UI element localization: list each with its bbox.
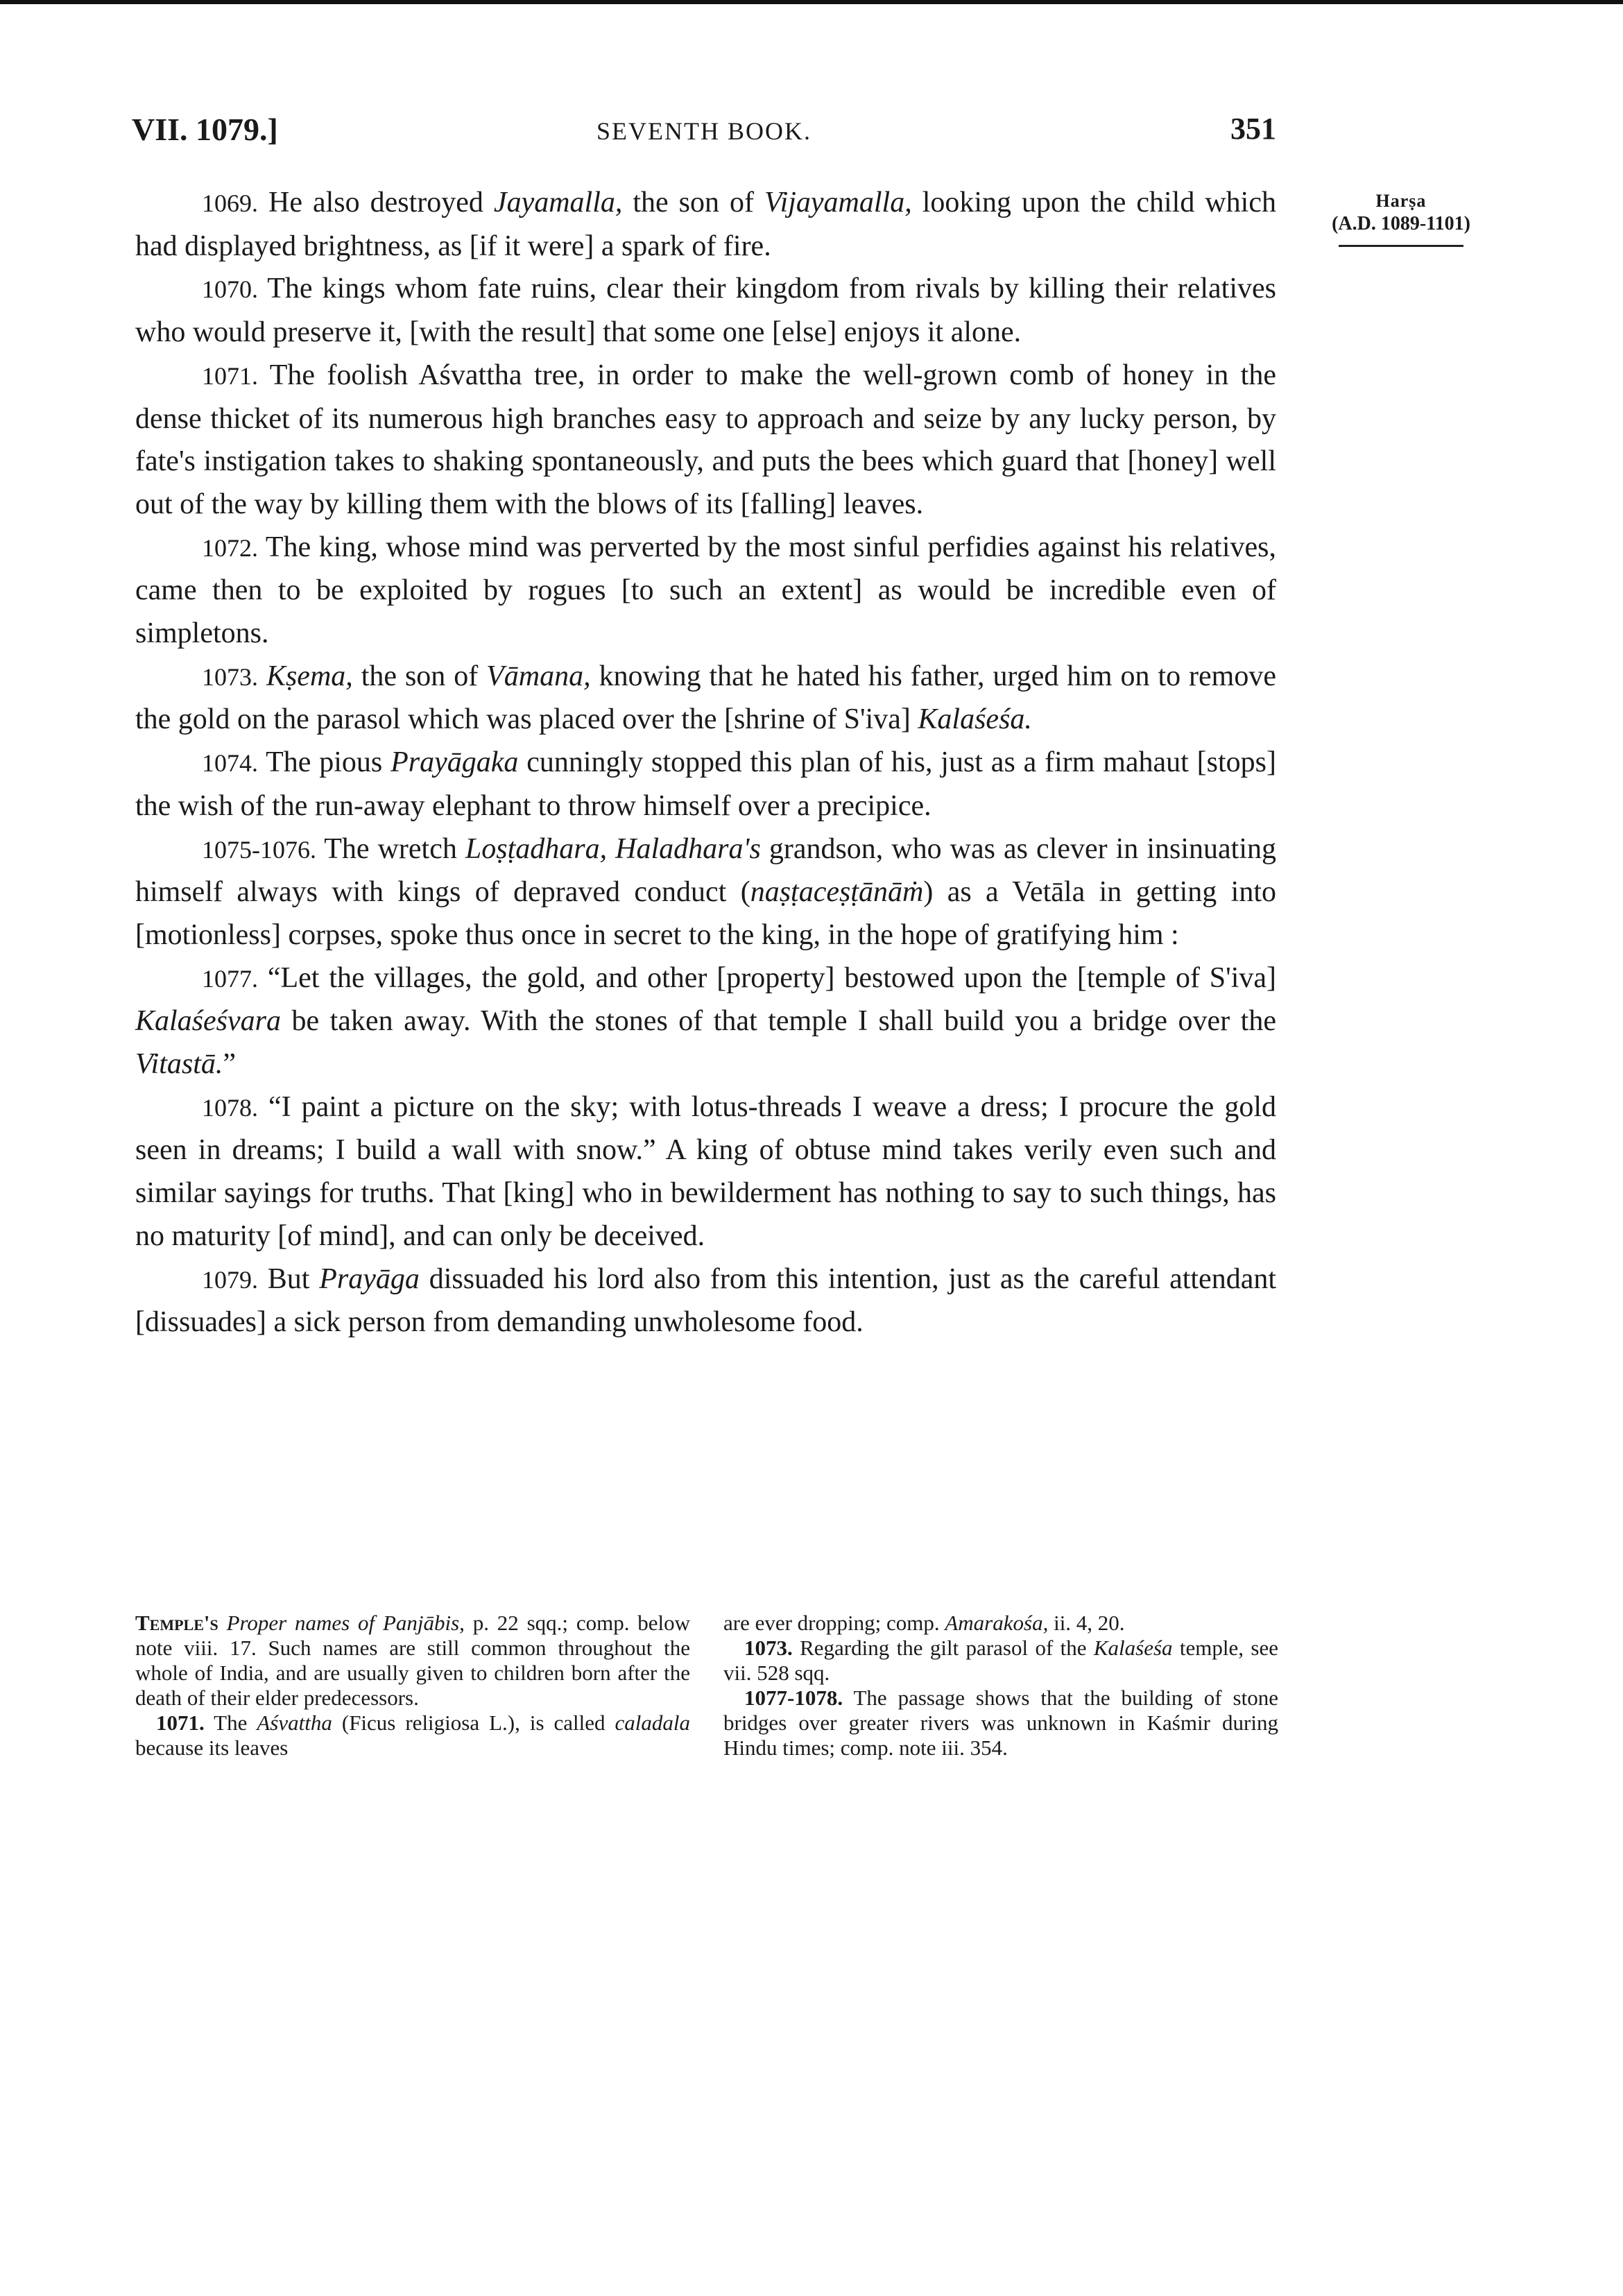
verse-1074: 1074. The pious Prayāgaka cunningly stopped this plan of his, just as a firm mahaut [stops] the wish of the run-away elephant to throw himself over a precipice. [135,746,1277,822]
margin-sidenote [1311,191,1491,247]
footnote-1073: 1073. Regarding the gilt parasol of the Kalaśeśa temple, see vii. 528 sqq. [723,1636,1278,1685]
verse-1079: 1079. But Prayāga dissuaded his lord also from this intention, just as the careful attendant [dissuades] a sick person from demanding unwholesome food. [135,1262,1277,1339]
footnote-column-left [135,1611,690,1760]
footnote-temple: Temple's Proper names of Panjābis, p. 22 sqq.; comp. below note viii. 17. Such names are still common throughout the whole of India, and are usually given to children born after the death of their elder predecessors. [135,1611,690,1710]
verse-1077: 1077. “Let the villages, the gold, and other [property] bestowed upon the [temple of S'iva] Kalaśeśvara be taken away. With the stones of that temple I shall build you a bridge over the Vitastā.” [135,961,1277,1081]
running-header [132,111,1276,166]
verse-1069: 1069. He also destroyed Jayamalla, the son of Vijayamalla, looking upon the child which had displayed brightness, as [if it were] a spark of fire. [135,187,1276,262]
verse-1073: 1073. Kṣema, the son of Vāmana, knowing that he hated his father, urged him on to remove the gold on the parasol which was placed over the [shrine of S'iva] Kalaśeśa. [135,660,1276,736]
sidenote-rule [1339,245,1463,247]
footnote-1071-cont: are ever dropping; comp. Amarakośa, ii. 4, 20. [723,1611,1125,1635]
verse-1070: 1070. The kings whom fate ruins, clear their kingdom from rivals by killing their relatives who would preserve it, [with the result] that some one [else] enjoys it alone. [135,273,1276,349]
footnote-column-right [723,1611,1278,1760]
sidenote-king-name: Harṣa [1375,191,1427,211]
verse-1072: 1072. The king, whose mind was perverted by the most sinful perfidies against his relatives, came then to be exploited by rogues [to such an extent] as would be incredible even of simpletons. [135,531,1276,650]
verse-1075-1076: 1075-1076. The wretch Loṣṭadhara, Haladhara's grandson, who was as clever in insinuating himself always with kings of depraved conduct (naṣṭaceṣṭānāṁ) as a Vetāla in getting into [motionless] corpses, spoke thus once in secret to the king, in the hope of gratifying him : [135,832,1276,951]
footnote-1077-1078: 1077-1078. The passage shows that the building of stone bridges over greater rivers was unknown in Kaśmir during Hindu times; comp. note iii. 354. [723,1686,1278,1760]
page-number: 351 [1230,112,1276,146]
header-book-title: SEVENTH BOOK. [596,117,812,145]
verse-1071: 1071. The foolish Aśvattha tree, in order to make the well-grown comb of honey in the dense thicket of its numerous high branches easy to approach and seize by any lucky person, by fate's instigation takes to shaking spontaneously, and puts the bees which guard that [honey] well out of the way by killing them with the blows of its [falling] leaves. [135,359,1276,520]
sidenote-date: (A.D. 1089-1101) [1332,213,1470,234]
header-section-ref: VII. 1079.] [132,112,278,147]
verse-1078: 1078. “I paint a picture on the sky; with lotus-threads I weave a dress; I procure the gold seen in dreams; I build a wall with snow.” A king of obtuse mind takes verily even such and similar sayings for truths. That [king] who in bewilderment has nothing to say to such things, has no maturity [of mind], and can only be deceived. [135,1090,1276,1252]
top-border-line [0,0,1623,4]
footnote-1071: 1071. The Aśvattha (Ficus religiosa L.), is called caladala because its leaves [135,1711,690,1760]
main-text [135,182,1276,1344]
